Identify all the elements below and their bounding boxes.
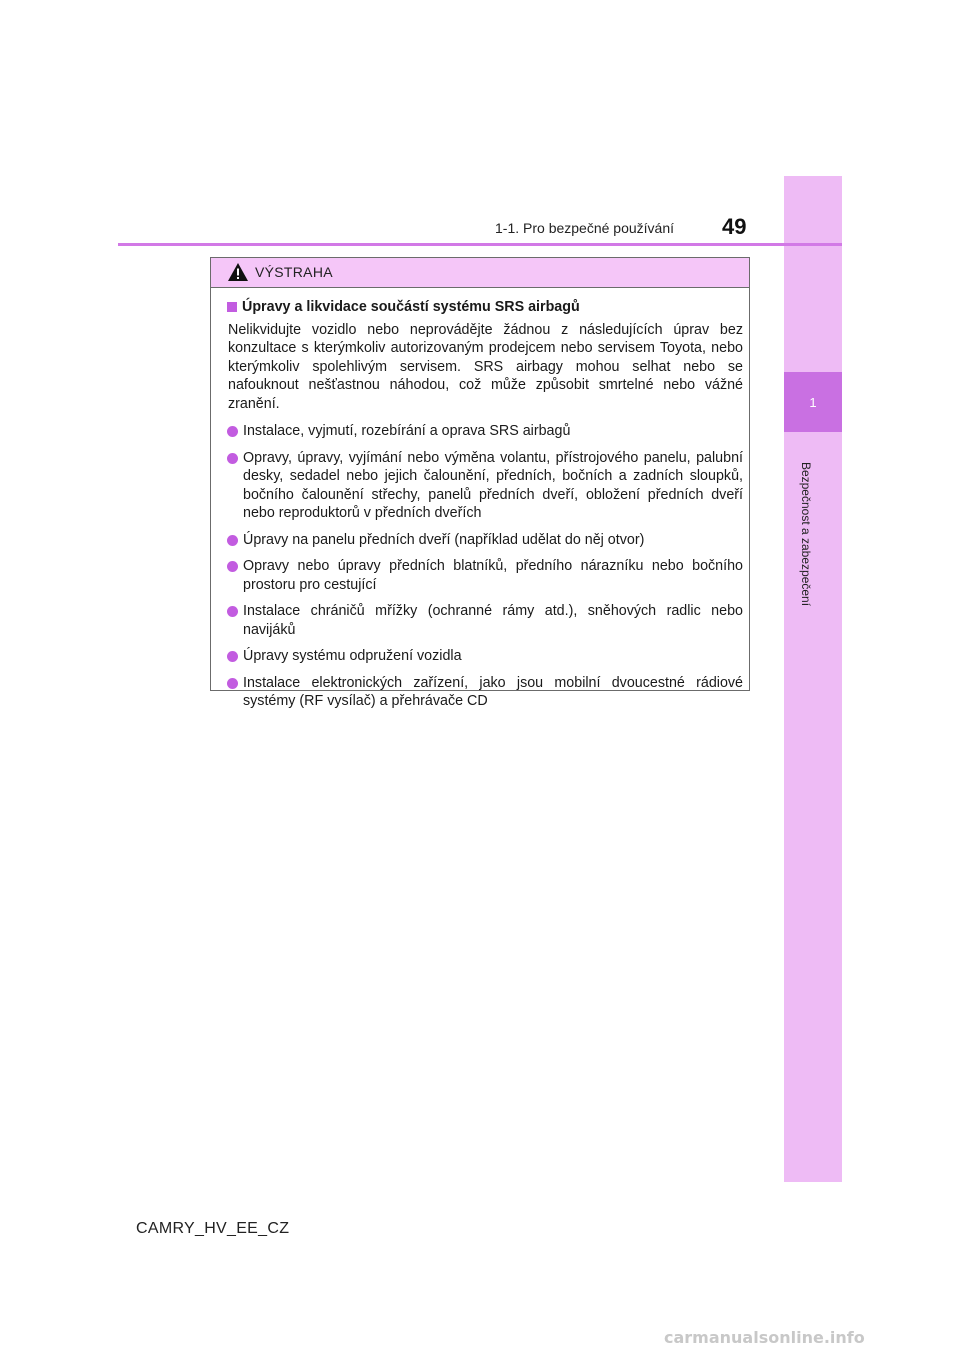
- bullet-dot-icon: [227, 426, 238, 437]
- list-item-text: Instalace, vyjmutí, rozebírání a oprava SRS airbagů: [243, 423, 571, 439]
- section-title-text: Úpravy a likvidace součástí systému SRS airbagů: [242, 299, 580, 315]
- list-item: [227, 674, 743, 711]
- chapter-title: Bezpečnost a zabezpečení: [799, 461, 813, 607]
- page-number: 49: [722, 214, 747, 239]
- list-item-text: Instalace elektronických zařízení, jako jsou mobilní dvoucestné rádiové systémy (RF vysílač) a přehrávače CD: [243, 674, 743, 709]
- section-title: [227, 298, 743, 317]
- list-item-text: Opravy nebo úpravy předních blatníků, předního nárazníku nebo bočního prostoru pro cestující: [243, 558, 743, 593]
- sidebar-strip: [784, 176, 842, 1182]
- warning-list: [227, 422, 743, 711]
- bullet-dot-icon: [227, 561, 238, 572]
- warning-box: [210, 257, 750, 709]
- warning-body: [211, 288, 749, 711]
- list-item: [227, 531, 743, 550]
- document-code: CAMRY_HV_EE_CZ: [136, 1220, 290, 1237]
- list-item: [227, 602, 743, 639]
- warning-paragraph: Nelikvidujte vozidlo nebo neprovádějte žádnou z následujících úprav bez konzultace s kterýmkoliv autorizovaným prodejcem nebo servisem Toyota, nebo kterýmkoliv spolehlivým servisem. SRS airbagy mohou selhat nebo se nafouknout nešťastnou náhodou, což může způsobit smrtelné nebo vážné zranění.: [228, 321, 743, 412]
- warning-header: [211, 258, 749, 288]
- watermark: carmanualsonline.info: [664, 1328, 865, 1347]
- bullet-dot-icon: [227, 453, 238, 464]
- bullet-dot-icon: [227, 535, 238, 546]
- running-head: 1-1. Pro bezpečné používání: [495, 220, 675, 236]
- list-item: [227, 557, 743, 594]
- list-item: [227, 647, 743, 666]
- list-item-text: Úpravy systému odpružení vozidla: [243, 648, 462, 664]
- bullet-dot-icon: [227, 651, 238, 662]
- warning-title: VÝSTRAHA: [255, 264, 333, 280]
- list-item-text: Opravy, úpravy, vyjímání nebo výměna volantu, přístrojového panelu, palubní desky, sedadel nebo jejich čalounění, předních, bočních a zadních sloupků, bočního čalounění střechy, panelů předních dveří, obložení předních dveří nebo reproduktorů v předních dveřích: [243, 449, 743, 521]
- chapter-number: 1: [809, 394, 817, 410]
- list-item-text: Úpravy na panelu předních dveří (například udělat do něj otvor): [243, 531, 645, 548]
- header-divider: [118, 243, 842, 246]
- square-bullet-icon: [227, 302, 237, 312]
- list-item-text: Instalace chráničů mřížky (ochranné rámy atd.), sněhových radlic nebo navijáků: [243, 603, 743, 638]
- list-item: [227, 422, 743, 441]
- warning-triangle-icon: [227, 262, 249, 282]
- list-item: [227, 449, 743, 523]
- bullet-dot-icon: [227, 678, 238, 689]
- bullet-dot-icon: [227, 606, 238, 617]
- chapter-tab: [784, 372, 842, 432]
